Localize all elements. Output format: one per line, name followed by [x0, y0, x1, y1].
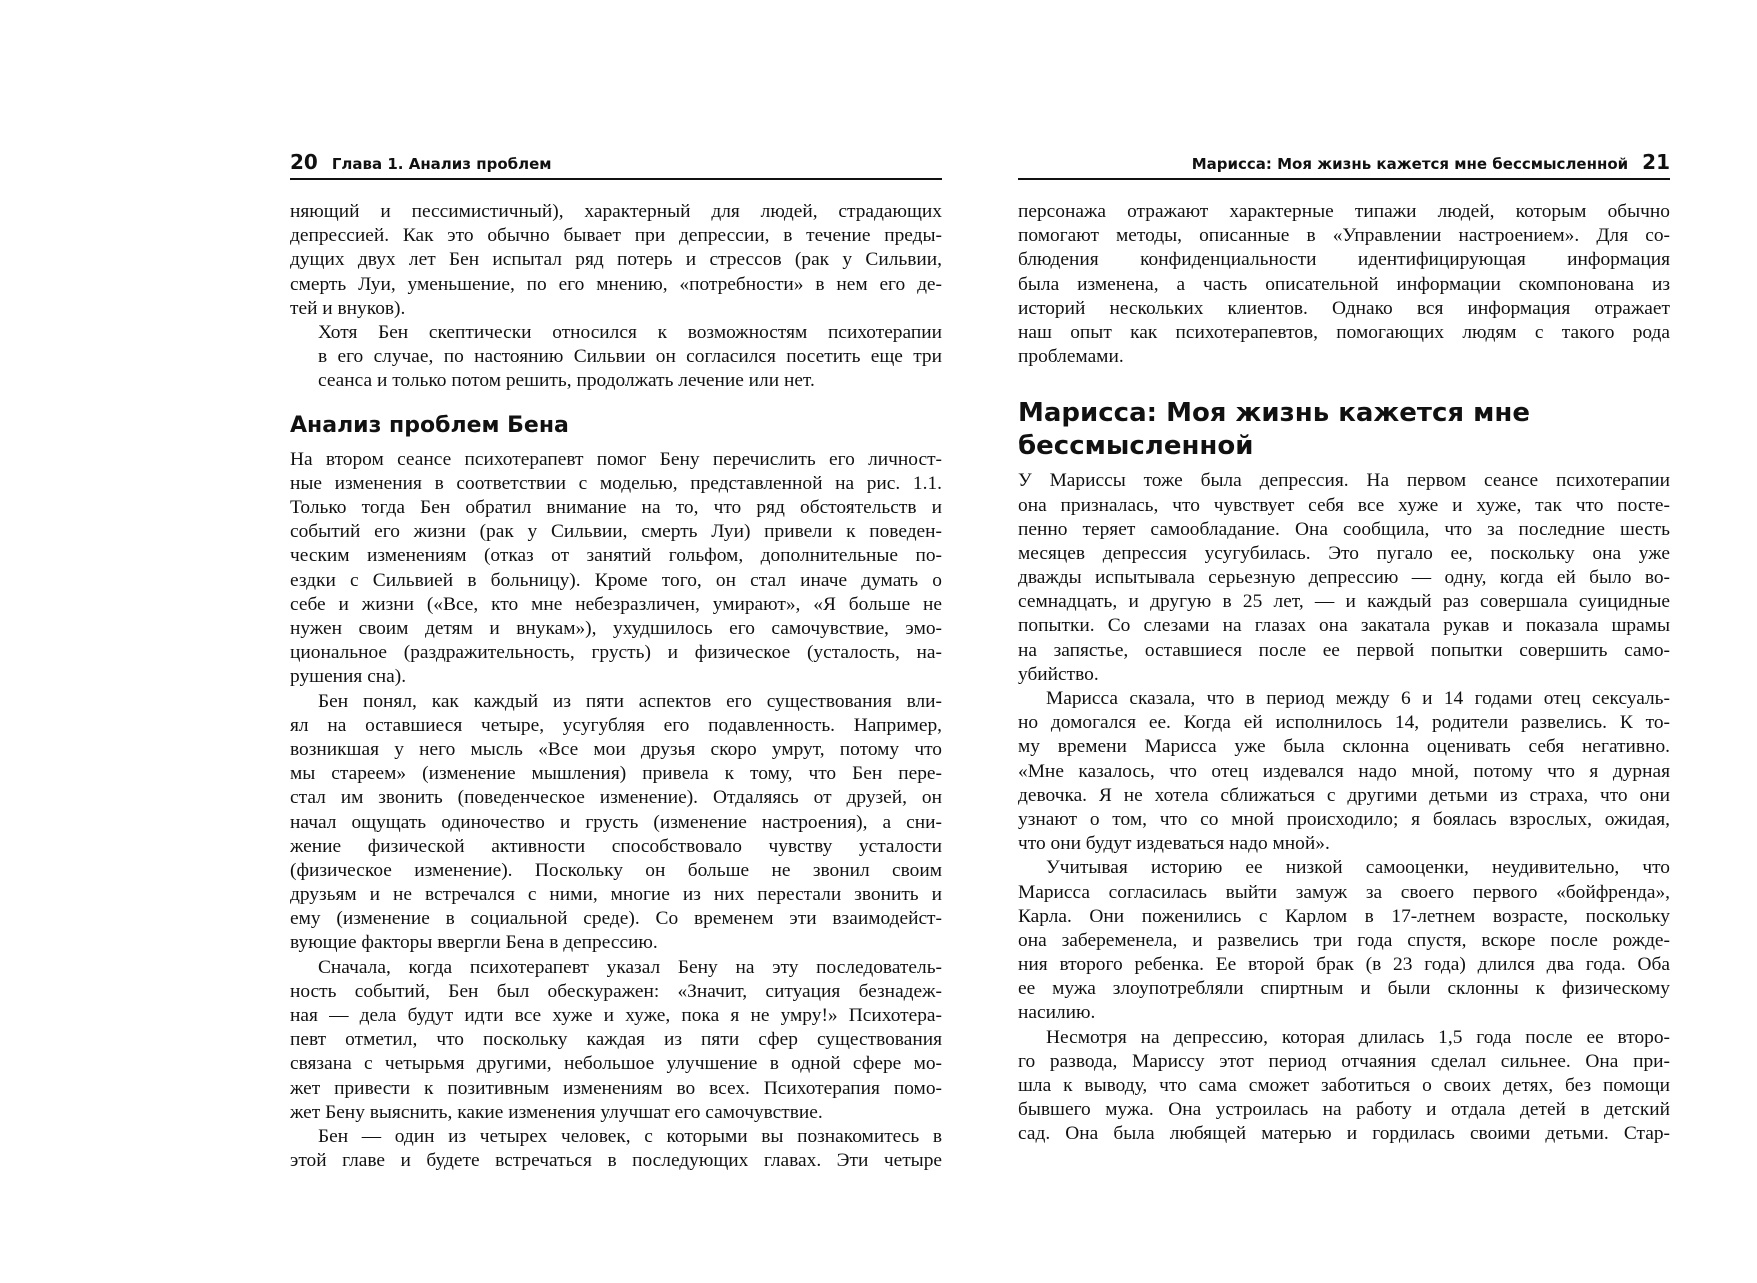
paragraph [290, 1125, 942, 1173]
text-line: жет Бену выяснить, какие изменения улучшат его самочувствие. [290, 1101, 823, 1123]
text-line: Сначала, когда психотерапевт указал Бену на эту последователь- [318, 956, 942, 978]
paragraph [1018, 687, 1670, 856]
text-line: ная — дела будут идти все хуже и хуже, пока я не умру!» Психотера- [290, 1005, 942, 1027]
text-line: Марисса согласилась выйти замуж за своего первого «бойфренда», [1018, 881, 1670, 903]
text-line: му времени Марисса уже была склонна оценивать себя негативно. [1018, 736, 1670, 758]
paragraph [1018, 856, 1670, 1025]
text-line: узнают о том, что со мной происходило; я боялась взрослых, ожидая, [1018, 808, 1670, 830]
text-line: убийство. [1018, 663, 1099, 685]
text-line: го развода, Мариссу этот период отчаяния сделал сильнее. Она при- [1018, 1050, 1670, 1072]
paragraph [290, 690, 942, 956]
paragraph [290, 956, 942, 1125]
text-line: этой главе и будете встречаться в последующих главах. Эти четыре [290, 1150, 942, 1172]
text-line: ческим изменениям (отказ от занятий гольфом, дополнительные по- [290, 545, 942, 567]
paragraph [290, 448, 942, 690]
text-line: нужен своим детям и внукам»), ухудшилось его самочувствие, эмо- [290, 618, 942, 640]
text-line: ные изменения в соответствии с моделью, представленной на рис. 1.1. [290, 472, 942, 494]
text-line: ему (изменение в социальной среде). Со временем эти взаимодейст- [290, 908, 942, 930]
text-line: в его случае, по настоянию Сильвии он согласился посетить еще три [318, 346, 942, 368]
text-line: себе и жизни («Все, кто мне небезразличен, умирают», «Я больше не [290, 593, 942, 615]
text-line: насилию. [1018, 1002, 1096, 1024]
paragraph [1018, 200, 1670, 369]
text-line: стал им звонить (поведенческое изменение). Отдаляясь от друзей, он [290, 787, 942, 809]
text-line: семнадцать, и другую в 25 лет, — и каждый раз совершала суицидные [1018, 591, 1670, 613]
text-line: блюдения конфиденциальности идентифицирующая информация [1018, 249, 1670, 271]
page-number: 20 [290, 150, 318, 174]
text-line: дважды испытывала серьезную депрессию — одну, когда ей было во- [1018, 567, 1670, 589]
text-line: Бен — один из четырех человек, с которыми вы познакомитесь в [318, 1125, 942, 1147]
heading-line: Марисса: Моя жизнь кажется мне [1018, 398, 1530, 429]
text-line: Бен понял, как каждый из пяти аспектов его существования вли- [318, 690, 942, 712]
text-line: событий его жизни (рак у Сильвии, смерть Луи) привели к поведен- [290, 521, 942, 543]
text-line: У Мариссы тоже была депрессия. На первом сеансе психотерапии [1018, 470, 1670, 492]
text-line: циональное (раздражительность, грусть) и физическое (усталость, на- [290, 642, 942, 664]
text-line: Марисса сказала, что в период между 6 и 14 годами отец сексуаль- [1046, 688, 1670, 709]
text-line: дущих двух лет Бен испытал ряд потерь и стрессов (рак у Сильвии, [290, 249, 942, 271]
text-line: пенно теряет самообладание. Она сообщила, что за последние шесть [1018, 518, 1670, 540]
text-line: ность событий, Бен был обескуражен: «Значит, ситуация безнадеж- [290, 980, 942, 1002]
text-line: шла к выводу, что сама сможет заботиться о своих детях, без помощи [1018, 1075, 1670, 1096]
chapter-title: Глава 1. Анализ проблем [331, 155, 552, 173]
text-line: Только тогда Бен обратил внимание на то, что ряд обстоятельств и [290, 497, 942, 519]
page-number: 21 [1642, 150, 1670, 174]
right-page [1018, 150, 1670, 1147]
text-line: ял на оставшиеся четыре, усугубляя его подавленность. Например, [290, 714, 942, 736]
text-line: смерть Луи, уменьшение, по его мнению, «потребности» в нем его де- [290, 273, 942, 295]
text-line: «Мне казалось, что отец издевался надо мной, потому что я дурная [1018, 760, 1670, 782]
section-heading: Анализ проблем Бена [290, 412, 569, 438]
text-line: на запястье, оставшиеся после ее первой попытки совершить само- [1018, 639, 1670, 661]
section-heading [1018, 397, 1670, 463]
text-line: сад. Она была любящей матерью и гордилась своими детьми. Стар- [1018, 1123, 1670, 1145]
text-line: друзьям и не встречался с ними, многие из них перестали звонить и [290, 884, 942, 906]
paragraph [1018, 469, 1670, 687]
text-line: жет привести к позитивным изменениям во всех. Психотерапия помо- [290, 1077, 942, 1099]
text-line: рушения сна). [290, 666, 407, 688]
text-line: историй нескольких клиентов. Однако вся информация отражает [1018, 297, 1670, 319]
text-line: она призналась, что чувствует себя все хуже и хуже, так что посте- [1018, 494, 1670, 516]
text-line: ния второго ребенка. Ее второй брак (в 23 года) длился два года. Оба [1018, 954, 1670, 976]
left-page [290, 150, 942, 1173]
text-line: мы стареем» (изменение мышления) привела к тому, что Бен пере- [290, 763, 942, 785]
text-line: певт отметил, что поскольку каждая из пяти сфер существования [290, 1029, 942, 1051]
running-head-right [1018, 150, 1670, 180]
text-line: Карла. Они поженились с Карлом в 17-летнем возрасте, поскольку [1018, 905, 1670, 927]
text-line: что они будут издеваться надо мной». [1018, 833, 1330, 855]
text-line: попытки. Со слезами на глазах она закатала рукав и показала шрамы [1018, 615, 1670, 637]
text-line: проблемами. [1018, 346, 1124, 368]
paragraph [290, 321, 942, 394]
text-line: жение физической активности способствовало чувству усталости [290, 835, 942, 857]
paragraph [290, 200, 942, 321]
text-line: возникшая у него мысль «Все мои друзья скоро умрут, потому что [290, 738, 942, 760]
text-line: ее мужа злоупотребляли спиртным и были склонны к физическому [1018, 978, 1670, 1000]
paragraph [1018, 1026, 1670, 1147]
text-line: связана с четырьмя другими, небольшое улучшение в одной сфере мо- [290, 1053, 942, 1075]
text-line: Хотя Бен скептически относился к возможностям психотерапии [318, 321, 942, 343]
heading-line: бессмысленной [1018, 431, 1254, 462]
section-running-title: Марисса: Моя жизнь кажется мне бессмысленной [1191, 155, 1629, 173]
text-line: бывшего мужа. Она устроилась на работу и отдала детей в детский [1018, 1099, 1670, 1121]
running-head-left [290, 150, 942, 180]
text-line: депрессией. Как это обычно бывает при депрессии, в течение преды- [290, 225, 942, 247]
text-line: помогают методы, описанные в «Управлении настроением». Для со- [1018, 225, 1670, 247]
text-line: она забеременела, и развелись три года спустя, вскоре после рожде- [1018, 929, 1670, 951]
text-line: (физическое изменение). Поскольку он больше не звонил своим [290, 859, 942, 881]
right-page-body [1018, 200, 1670, 1147]
text-line: девочка. Я не хотела сближаться с другими детьми из страха, что они [1018, 784, 1670, 806]
text-line: На втором сеансе психотерапевт помог Бену перечислить его личност- [290, 448, 942, 470]
text-line: сеанса и только потом решить, продолжать лечение или нет. [318, 370, 815, 392]
text-line: вующие факторы ввергли Бена в депрессию. [290, 932, 658, 954]
text-line: тей и внуков). [290, 297, 406, 319]
text-line: но домогался ее. Когда ей исполнилось 14, родители развелись. К то- [1018, 712, 1670, 734]
text-line: Учитывая историю ее низкой самооценки, неудивительно, что [1046, 857, 1670, 879]
text-line: персонажа отражают характерные типажи людей, которым обычно [1018, 201, 1670, 222]
text-line: месяцев депрессия усугубилась. Это пугало ее, поскольку она уже [1018, 542, 1670, 564]
text-line: Несмотря на депрессию, которая длилась 1,5 года после ее второ- [1046, 1026, 1670, 1048]
text-line: наш опыт как психотерапевтов, помогающих людям с такого рода [1018, 321, 1670, 343]
text-line: няющий и пессимистичный), характерный для людей, страдающих [290, 201, 942, 222]
left-page-body [290, 200, 942, 1173]
text-line: была изменена, а часть описательной информации скомпонована из [1018, 273, 1670, 295]
text-line: начал ощущать одиночество и грусть (изменение настроения), а сни- [290, 811, 942, 833]
text-line: ездки с Сильвией в больницу). Кроме того, он стал иначе думать о [290, 569, 942, 591]
